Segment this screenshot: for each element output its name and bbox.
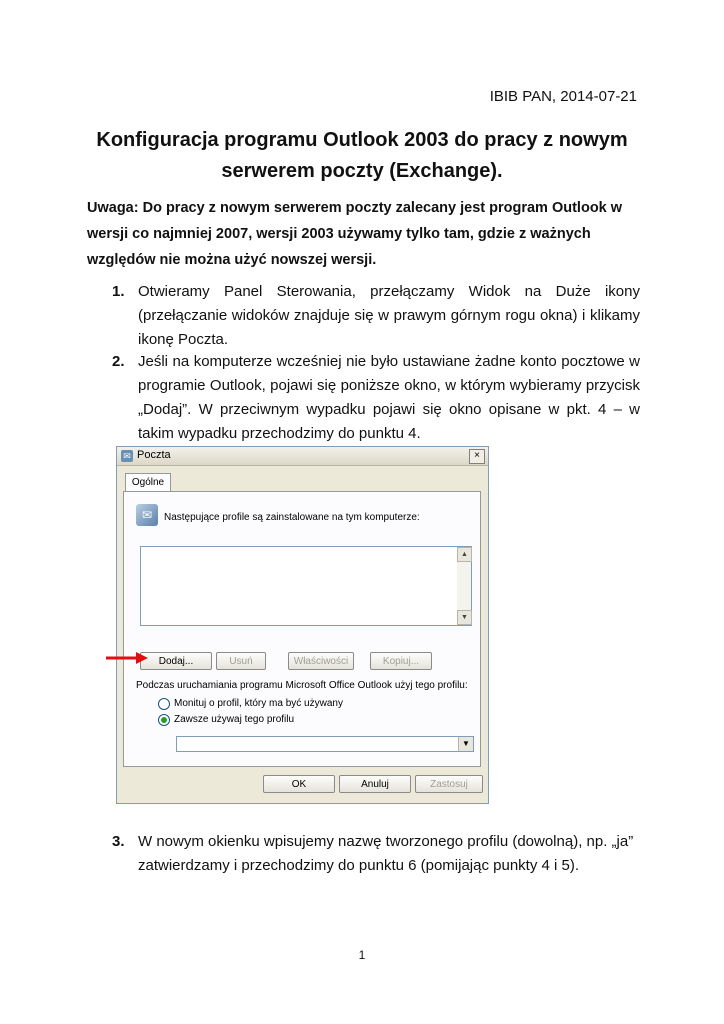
profiles-label: Następujące profile są zainstalowane na tym komputerze: — [164, 512, 420, 523]
ok-button[interactable]: OK — [263, 775, 335, 793]
dialog-panel — [123, 491, 481, 767]
radio-always[interactable] — [158, 714, 170, 726]
step-1 — [112, 280, 640, 355]
chevron-down-icon[interactable]: ▼ — [458, 737, 473, 751]
step-number: 1. — [112, 283, 125, 300]
red-arrow-icon — [106, 652, 148, 664]
remove-button[interactable]: Usuń — [216, 652, 266, 670]
copy-button[interactable]: Kopiuj... — [370, 652, 432, 670]
step-number: 3. — [112, 833, 125, 850]
dialog-title: Poczta — [137, 449, 171, 461]
page-number: 1 — [358, 948, 366, 962]
properties-button[interactable]: Właściwości — [288, 652, 354, 670]
title-line-1: Konfiguracja programu Outlook 2003 do pracy z nowym — [96, 129, 628, 151]
tab-general[interactable]: Ogólne — [125, 473, 171, 492]
step-text: Jeśli na komputerze wcześniej nie było ustawiane żadne konto pocztowe w programie Outlook, pojawi się poniższe okno, w którym wybieramy przycisk „Dodaj”. W przeciwnym wypadku pojawi się okno opisane w pkt. 4 – w takim wypadku przechodzimy do punktu 4. — [138, 353, 640, 442]
radio-always-label: Zawsze używaj tego profilu — [174, 714, 295, 725]
warning-note: Uwaga: Do pracy z nowym serwerem poczty zalecany jest program Outlook w wersji co najmniej 2007, wersji 2003 używamy tylko tam, gdzie z ważnych względów nie można użyć nowszej wersji. — [87, 200, 623, 268]
step-text: Otwieramy Panel Sterowania, przełączamy Widok na Duże ikony (przełączanie widoków znajduje się w prawym górnym rogu okna) i klikamy ikonę Poczta. — [138, 283, 640, 348]
startup-label: Podczas uruchamiania programu Microsoft Office Outlook użyj tego profilu: — [136, 680, 468, 691]
mail-icon: ✉ — [121, 450, 133, 462]
dialog-titlebar — [117, 447, 488, 466]
document-title — [60, 125, 664, 187]
step-number: 2. — [112, 353, 125, 370]
document-date: IBIB PAN, 2014-07-21 — [489, 88, 637, 105]
add-button[interactable]: Dodaj... — [140, 652, 212, 670]
step-2 — [112, 350, 640, 450]
mail-profile-icon: ✉ — [136, 504, 158, 526]
apply-button[interactable]: Zastosuj — [415, 775, 483, 793]
close-button[interactable]: × — [469, 449, 485, 464]
scrollbar[interactable] — [457, 547, 471, 625]
mail-dialog-screenshot — [116, 446, 489, 804]
radio-prompt-label: Monituj o profil, który ma być używany — [174, 698, 343, 709]
scroll-down-icon[interactable]: ▼ — [457, 610, 472, 625]
scroll-up-icon[interactable]: ▲ — [457, 547, 472, 562]
profiles-listbox[interactable] — [140, 546, 472, 626]
cancel-button[interactable]: Anuluj — [339, 775, 411, 793]
radio-prompt[interactable] — [158, 698, 170, 710]
step-text: W nowym okienku wpisujemy nazwę tworzonego profilu (dowolną), np. „ja” zatwierdzamy i przechodzimy do punktu 6 (pomijając punkty 4 i 5). — [138, 833, 634, 874]
profile-select[interactable] — [176, 736, 474, 752]
step-3 — [112, 830, 640, 880]
title-line-2: serwerem poczty (Exchange). — [221, 160, 503, 182]
